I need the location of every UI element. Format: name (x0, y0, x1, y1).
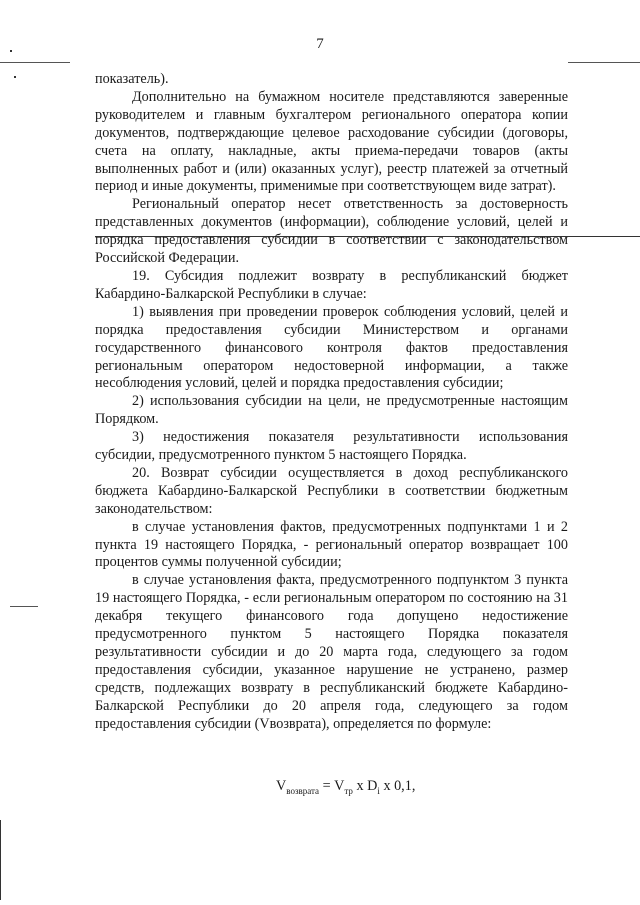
scan-artifact-line (568, 62, 640, 63)
formula-mid: x D (352, 778, 378, 794)
formula-v: V (276, 778, 287, 794)
paragraph: Региональный оператор несет ответственность за достоверность представленных документов (информации), соблюдение условий, целей и порядка предоставления субсидии в соответствии с законодательством Российской Федерации. (95, 196, 568, 267)
paragraph: 2) использования субсидии на цели, не предусмотренные настоящим Порядком. (95, 393, 568, 428)
paragraph: в случае установления фактов, предусмотренных подпунктами 1 и 2 пункта 19 настоящего Порядка, - региональный оператор возвращает 100 процентов суммы полученной субсидии; (95, 518, 568, 571)
paragraph: Дополнительно на бумажном носителе представляются заверенные руководителем и главным бухгалтером регионального оператора копии документов, подтверждающие целевое расходование субсидии (договоры, счета на оплату, накладные, акты приема-передачи товаров (акты выполненных работ и (или) оказанных услуг), реестр платежей за отчетный период и иные документы, применимые при соответствующем виде затрат). (95, 88, 568, 195)
formula-d-subscript: i (377, 785, 380, 796)
formula-end: x 0,1, (379, 778, 416, 794)
formula-eq: = V (319, 778, 345, 794)
paragraph: 20. Возврат субсидии осуществляется в доход республиканского бюджета Кабардино-Балкарской Республики в соответствии бюджетным законодательством: (95, 464, 568, 517)
scan-edge-mark (0, 820, 1, 900)
page-number: 7 (316, 36, 324, 52)
formula-tr-subscript: тр (344, 785, 353, 796)
scan-edge-mark (14, 76, 16, 78)
scan-edge-mark (10, 50, 12, 52)
paragraph: 19. Субсидия подлежит возврату в республиканский бюджет Кабардино-Балкарской Республики в случае: (95, 267, 568, 302)
scan-artifact-line (10, 606, 38, 607)
formula-v-subscript: возврата (286, 785, 320, 796)
paragraph: 3) недостижения показателя результативности использования субсидии, предусмотренного пунктом 5 настоящего Порядка. (95, 429, 568, 464)
formula (276, 778, 415, 796)
paragraph: показатель). (95, 71, 169, 87)
paragraph: в случае установления факта, предусмотренного подпунктом 3 пункта 19 настоящего Порядка, - если региональным оператором по состоянию на 31 декабря текущего финансового года допущено недостижение предусмотренного пунктом 5 настоящего Порядка показателя результативности субсидии и до 20 марта года, следующего за годом предоставления субсидии, указанное нарушение не устранено, размер средств, подлежащих возврату в республиканский бюджете Кабардино-Балкарской Республики до 20 апреля года, следующего за годом предоставления субсидии (Vвозврата), определяется по формуле: (95, 572, 568, 732)
document-body (95, 71, 568, 734)
scan-artifact-line (0, 62, 70, 63)
paragraph: 1) выявления при проведении проверок соблюдения условий, целей и порядка предоставления субсидии Министерством и органами государственного финансового контроля фактов предоставления региональным оператором недостоверной информации, а также несоблюдения условий, целей и порядка предоставления субсидии; (95, 303, 568, 392)
